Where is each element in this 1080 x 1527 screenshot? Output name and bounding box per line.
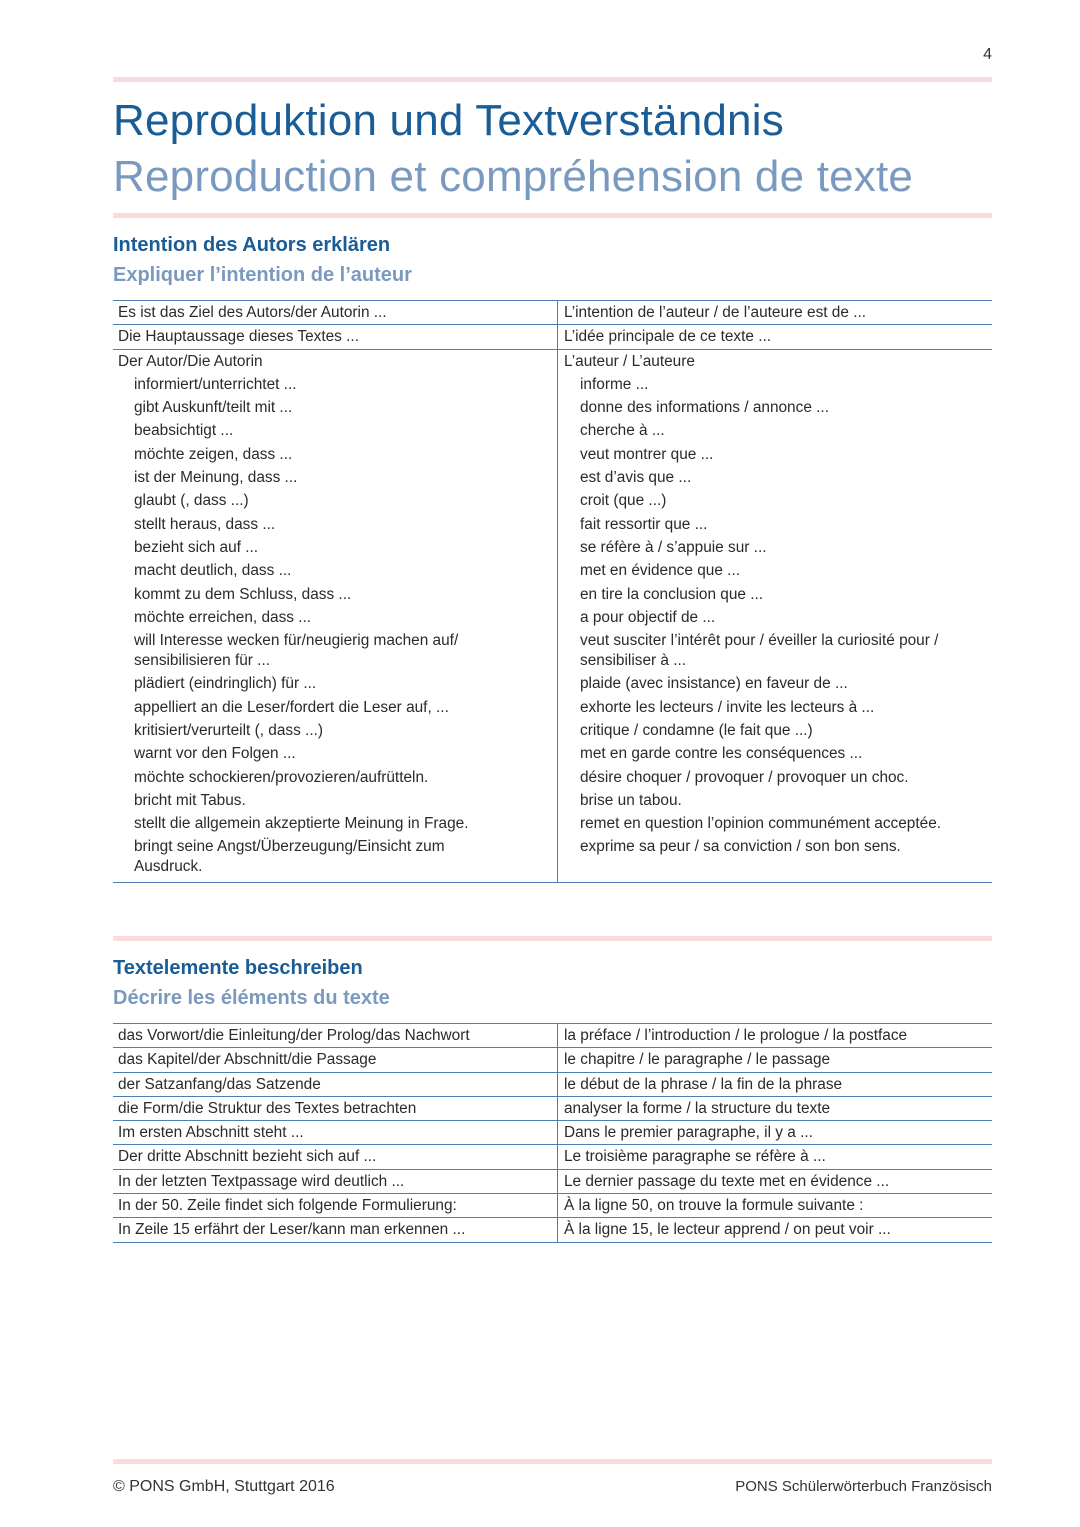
section-rule [113,936,992,941]
french-phrase-multiline [564,629,992,672]
german-phrase: macht deutlich, dass ... [134,562,292,580]
german-phrase: Im ersten Abschnitt steht ... [118,1124,304,1142]
german-phrase: das Vorwort/die Einleitung/der Prolog/das Nachwort [118,1027,470,1044]
french-phrase: le début de la phrase / la fin de la phrase [564,1075,843,1093]
header-rule [113,77,992,82]
french-phrase: brise un tabou. [580,791,682,809]
page-number: 4 [983,46,992,63]
table-row [113,1121,992,1145]
french-phrase: cherche à ... [580,422,665,440]
french-phrase: le chapitre / le paragraphe / le passage [564,1051,831,1069]
table-row [113,349,992,882]
french-phrase: critique / condamne (le fait que ...) [580,721,813,739]
french-phrase: en tire la conclusion que ... [580,585,764,603]
section2-heading-german: Textelemente beschreiben [113,957,363,979]
german-phrase: die Form/die Struktur des Textes betrachten [118,1099,417,1117]
german-phrase: Der Autor/Die Autorin [118,352,263,370]
german-phrase: warnt vor den Folgen ... [134,745,296,763]
table-row [113,1048,992,1072]
table-row [113,1218,992,1242]
german-phrase: ist der Meinung, dass ... [134,469,298,487]
french-phrase: met en garde contre les conséquences ... [580,745,863,763]
german-phrase: möchte erreichen, dass ... [134,608,312,626]
french-phrase: À la ligne 15, le lecteur apprend / on peut voir ... [564,1221,891,1239]
french-phrase: L’idée principale de ce texte ... [564,328,772,346]
french-phrase: met en évidence que ... [580,562,740,580]
table-row [113,1072,992,1096]
book-title: PONS Schülerwörterbuch Französisch [735,1478,992,1495]
german-phrase-multiline [118,629,557,672]
title-rule [113,213,992,218]
german-phrase: möchte zeigen, dass ... [134,445,293,463]
german-phrase: In der 50. Zeile findet sich folgende Formulierung: [118,1197,457,1215]
german-phrase: beabsichtigt ... [134,422,234,440]
page-title-french: Reproduction et compréhension de texte [113,152,914,201]
german-phrase: In Zeile 15 erfährt der Leser/kann man erkennen ... [118,1221,466,1239]
german-phrase: stellt heraus, dass ... [134,515,276,533]
table-row [113,1194,992,1218]
french-phrase-line: veut susciter l’intérêt pour / éveiller la curiosité pour / [580,632,939,650]
french-phrase: fait ressortir que ... [580,515,708,533]
table-row [113,1169,992,1193]
german-phrase-multiline [118,835,557,878]
copyright: © PONS GmbH, Stuttgart 2016 [113,1478,335,1495]
german-phrase: kritisiert/verurteilt (, dass ...) [134,721,323,739]
section2-heading-french: Décrire les éléments du texte [113,987,390,1009]
table-row [113,1024,992,1048]
german-phrase-line: Ausdruck. [134,858,203,876]
french-phrase-line: sensibiliser à ... [580,651,687,669]
french-phrase: informe ... [580,375,649,393]
french-phrase: veut montrer que ... [580,445,714,463]
german-phrase: kommt zu dem Schluss, dass ... [134,585,352,603]
french-phrase: donne des informations / annonce ... [580,399,829,417]
german-phrase: glaubt (, dass ...) [134,492,249,510]
french-phrase: Dans le premier paragraphe, il y a ... [564,1124,813,1142]
footer-rule [113,1459,992,1464]
text-elements-table [113,1023,992,1243]
section1-heading-german: Intention des Autors erklären [113,234,391,256]
french-phrase: se réfère à / s’appuie sur ... [580,538,767,556]
german-phrase: bezieht sich auf ... [134,538,259,556]
table-row [113,325,992,349]
section1-heading-french: Expliquer l’intention de l’auteur [113,264,412,286]
french-phrase: exhorte les lecteurs / invite les lecteurs à ... [580,698,875,716]
french-phrase: Le dernier passage du texte met en évidence ... [564,1172,890,1190]
german-phrase: das Kapitel/der Abschnitt/die Passage [118,1051,377,1069]
german-phrase: der Satzanfang/das Satzende [118,1075,321,1093]
german-phrase-line: bringt seine Angst/Überzeugung/Einsicht zum [134,838,445,856]
french-phrase: L’auteur / L’auteure [564,352,695,370]
french-phrase: croit (que ...) [580,492,667,510]
german-phrase: bricht mit Tabus. [134,791,246,809]
french-phrase: L’intention de l’auteur / de l’auteure est de ... [564,304,867,321]
german-phrase: plädiert (eindringlich) für ... [134,675,317,693]
french-phrase: est d’avis que ... [580,469,692,487]
german-phrase: Der dritte Abschnitt bezieht sich auf ... [118,1148,377,1166]
french-phrase: la préface / l’introduction / le prologue / la postface [564,1027,908,1044]
german-phrase: appelliert an die Leser/fordert die Leser auf, ... [134,698,449,716]
french-phrase: Le troisième paragraphe se réfère à ... [564,1148,826,1166]
german-phrase-line: sensibilisieren für ... [134,651,271,669]
german-phrase: In der letzten Textpassage wird deutlich ... [118,1172,405,1190]
author-intention-table [113,300,992,883]
french-phrase: remet en question l’opinion communément acceptée. [580,815,942,833]
table-row [113,301,992,325]
french-phrase: exprime sa peur / sa conviction / son bon sens. [580,838,901,856]
german-phrase: gibt Auskunft/teilt mit ... [134,399,293,417]
german-phrase: Die Hauptaussage dieses Textes ... [118,328,359,346]
french-phrase: désire choquer / provoquer / provoquer un choc. [580,768,909,786]
german-phrase: möchte schockieren/provozieren/aufrütteln. [134,768,429,786]
table-row [113,1096,992,1120]
german-phrase: Es ist das Ziel des Autors/der Autorin ... [118,304,387,321]
page-title-german: Reproduktion und Textverständnis [113,96,784,145]
table-row [113,1145,992,1169]
french-phrase: À la ligne 50, on trouve la formule suivante : [564,1197,864,1215]
french-phrase: a pour objectif de ... [580,608,716,626]
german-phrase: informiert/unterrichtet ... [134,375,297,393]
french-phrase: analyser la forme / la structure du texte [564,1099,831,1117]
german-phrase: stellt die allgemein akzeptierte Meinung in Frage. [134,815,469,833]
german-phrase-line: will Interesse wecken für/neugierig machen auf/ [134,632,459,650]
french-phrase: plaide (avec insistance) en faveur de ... [580,675,848,693]
